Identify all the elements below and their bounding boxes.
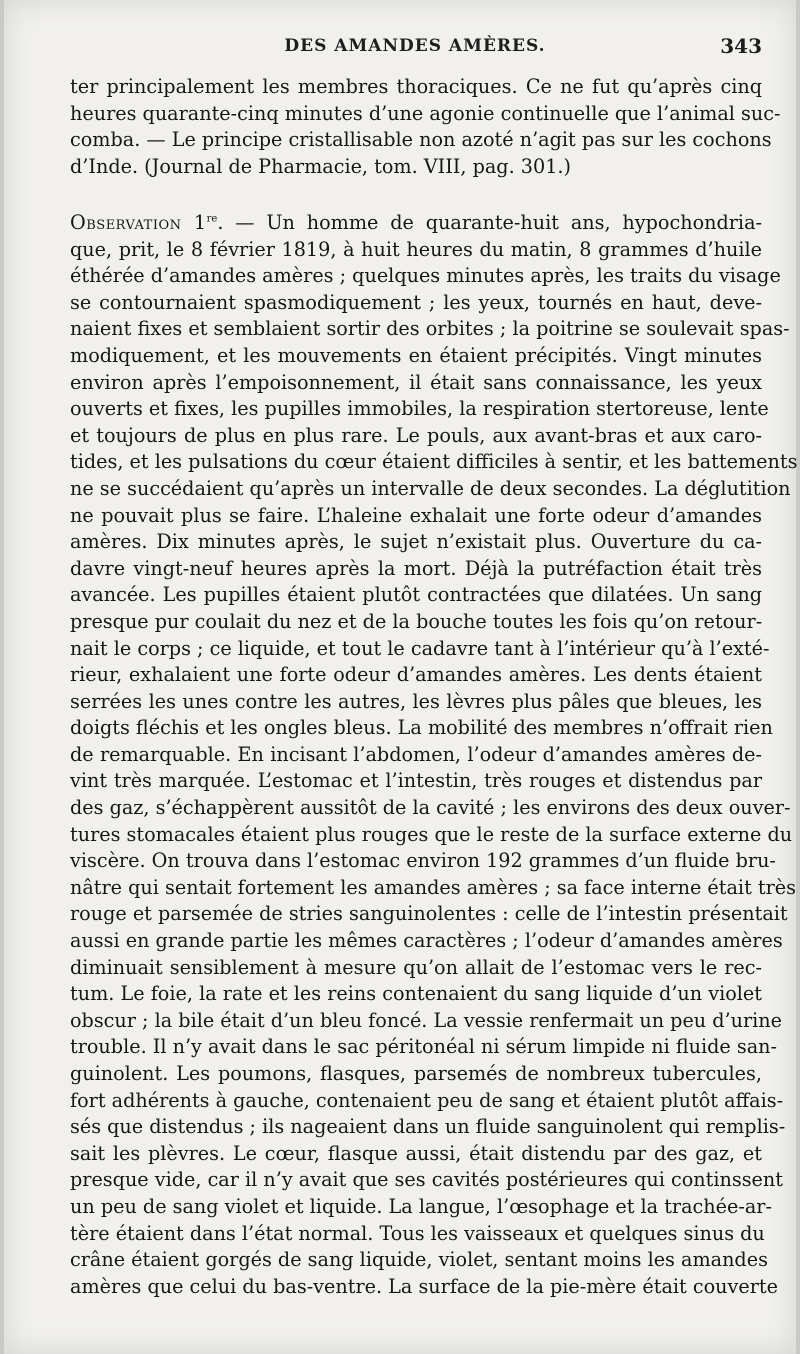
text-line: obscur ; la bile était d’un bleu foncé. La vessie renfermait un peu d’urine	[70, 1008, 783, 1032]
page-header	[68, 36, 762, 66]
text-line: guinolent. Les poumons, flasques, parsemés de nombreux tubercules,	[70, 1062, 762, 1085]
text-line: doigts fléchis et les ongles bleus. La mobilité des membres n’offrait rien	[70, 716, 773, 740]
text-line: amères. Dix minutes après, le sujet n’existait plus. Ouverture du ca-	[70, 530, 762, 554]
text-line: et toujours de plus en plus rare. Le pouls, aux avant-bras et aux caro-	[70, 423, 762, 447]
text-line: davre vingt-neuf heures après la mort. Déjà la putréfaction était très	[70, 556, 762, 580]
text-line: tides, et les pulsations du cœur étaient difficiles à sentir, et les battements	[70, 450, 798, 474]
book-page	[4, 0, 796, 1354]
observation-first-line-text: . — Un homme de quarante-huit ans, hypochondria-	[217, 211, 762, 234]
text-line: tum. Le foie, la rate et les reins contenaient du sang liquide d’un violet	[70, 982, 762, 1006]
text-line: de remarquable. En incisant l’abdomen, l’odeur d’amandes amères de-	[70, 742, 762, 766]
text-line: modiquement, et les mouvements en étaient précipités. Vingt minutes	[70, 343, 762, 367]
text-line: un peu de sang violet et liquide. La langue, l’œsophage et la trachée-ar-	[70, 1194, 772, 1218]
text-line: crâne étaient gorgés de sang liquide, violet, sentant moins les amandes	[70, 1248, 768, 1272]
text-line: fort adhérents à gauche, contenaient peu de sang et étaient plutôt affais-	[70, 1088, 784, 1112]
observation-superscript: re	[206, 213, 218, 225]
text-line: éthérée d’amandes amères ; quelques minutes après, les traits du visage	[70, 264, 781, 288]
text-line: presque vide, car il n’y avait que ses cavités postérieures qui continssent	[70, 1168, 783, 1192]
text-line: rouge et parsemée de stries sanguinolentes : celle de l’intestin présentait	[70, 902, 788, 926]
text-line: avancée. Les pupilles étaient plutôt contractées que dilatées. Un sang	[70, 583, 762, 607]
text-line: se contournaient spasmodiquement ; les yeux, tournés en haut, deve-	[70, 290, 762, 314]
observation-label: Observation 1	[70, 211, 207, 234]
text-line: des gaz, s’échappèrent aussitôt de la cavité ; les environs des deux ouver-	[70, 796, 791, 820]
text-line: sés que distendus ; ils nageaient dans un fluide sanguinolent qui remplis-	[70, 1115, 786, 1139]
text-line: presque pur coulait du nez et de la bouche toutes les fois qu’on retour-	[70, 609, 763, 633]
text-line: ouverts et fixes, les pupilles immobiles, la respiration stertoreuse, lente	[70, 397, 769, 421]
text-line: que, prit, le 8 février 1819, à huit heures du matin, 8 grammes d’huile	[70, 237, 762, 261]
text-line: diminuait sensiblement à mesure qu’on allait de l’estomac vers le rec-	[70, 955, 762, 979]
text-line: tère étaient dans l’état normal. Tous les vaisseaux et quelques sinus du	[70, 1221, 765, 1245]
observation-lines	[70, 237, 798, 1301]
text-line: environ après l’empoisonnement, il était sans connaissance, les yeux	[70, 370, 762, 394]
text-line: aussi en grande partie les mêmes caractères ; l’odeur d’amandes amères	[70, 929, 783, 953]
paragraph-1	[70, 74, 781, 180]
text-line: serrées les unes contre les autres, les lèvres plus pâles que bleues, les	[70, 689, 762, 713]
text-line: rieur, exhalaient une forte odeur d’amandes amères. Les dents étaient	[70, 663, 762, 687]
text-line: heures quarante-cinq minutes d’une agonie continuelle que l’animal suc-	[70, 101, 781, 125]
text-line: vint très marquée. L’estomac et l’intestin, très rouges et distendus par	[70, 769, 762, 793]
text-line: nâtre qui sentait fortement les amandes amères ; sa face interne était très	[70, 875, 796, 899]
page-number: 343	[720, 34, 762, 58]
text-line: viscère. On trouva dans l’estomac environ 192 grammes d’un fluide bru-	[70, 849, 776, 873]
text-line: naient fixes et semblaient sortir des orbites ; la poitrine se soulevait spas-	[70, 317, 790, 341]
text-line: sait les plèvres. Le cœur, flasque aussi, était distendu par des gaz, et	[70, 1141, 762, 1165]
text-line: ter principalement les membres thoraciques. Ce ne fut qu’après cinq	[70, 75, 762, 98]
running-title: DES AMANDES AMÈRES.	[284, 36, 546, 56]
paragraph-observation	[70, 210, 798, 1300]
text-line: trouble. Il n’y avait dans le sac péritonéal ni sérum limpide ni fluide san-	[70, 1035, 777, 1059]
text-line: ne pouvait plus se faire. L’haleine exhalait une forte odeur d’amandes	[70, 503, 762, 527]
text-line: d’Inde. (Journal de Pharmacie, tom. VIII, pag. 301.)	[70, 154, 571, 178]
text-line: tures stomacales étaient plus rouges que le reste de la surface externe du	[70, 822, 793, 846]
text-line: comba. — Le principe cristallisable non azoté n’agit pas sur les cochons	[70, 128, 772, 152]
observation-first-line	[70, 210, 762, 237]
text-line: ne se succédaient qu’après un intervalle de deux secondes. La déglutition	[70, 476, 791, 500]
text-line: nait le corps ; ce liquide, et tout le cadavre tant à l’intérieur qu’à l’exté-	[70, 636, 770, 660]
text-line: amères que celui du bas-ventre. La surface de la pie-mère était couverte	[70, 1274, 778, 1298]
